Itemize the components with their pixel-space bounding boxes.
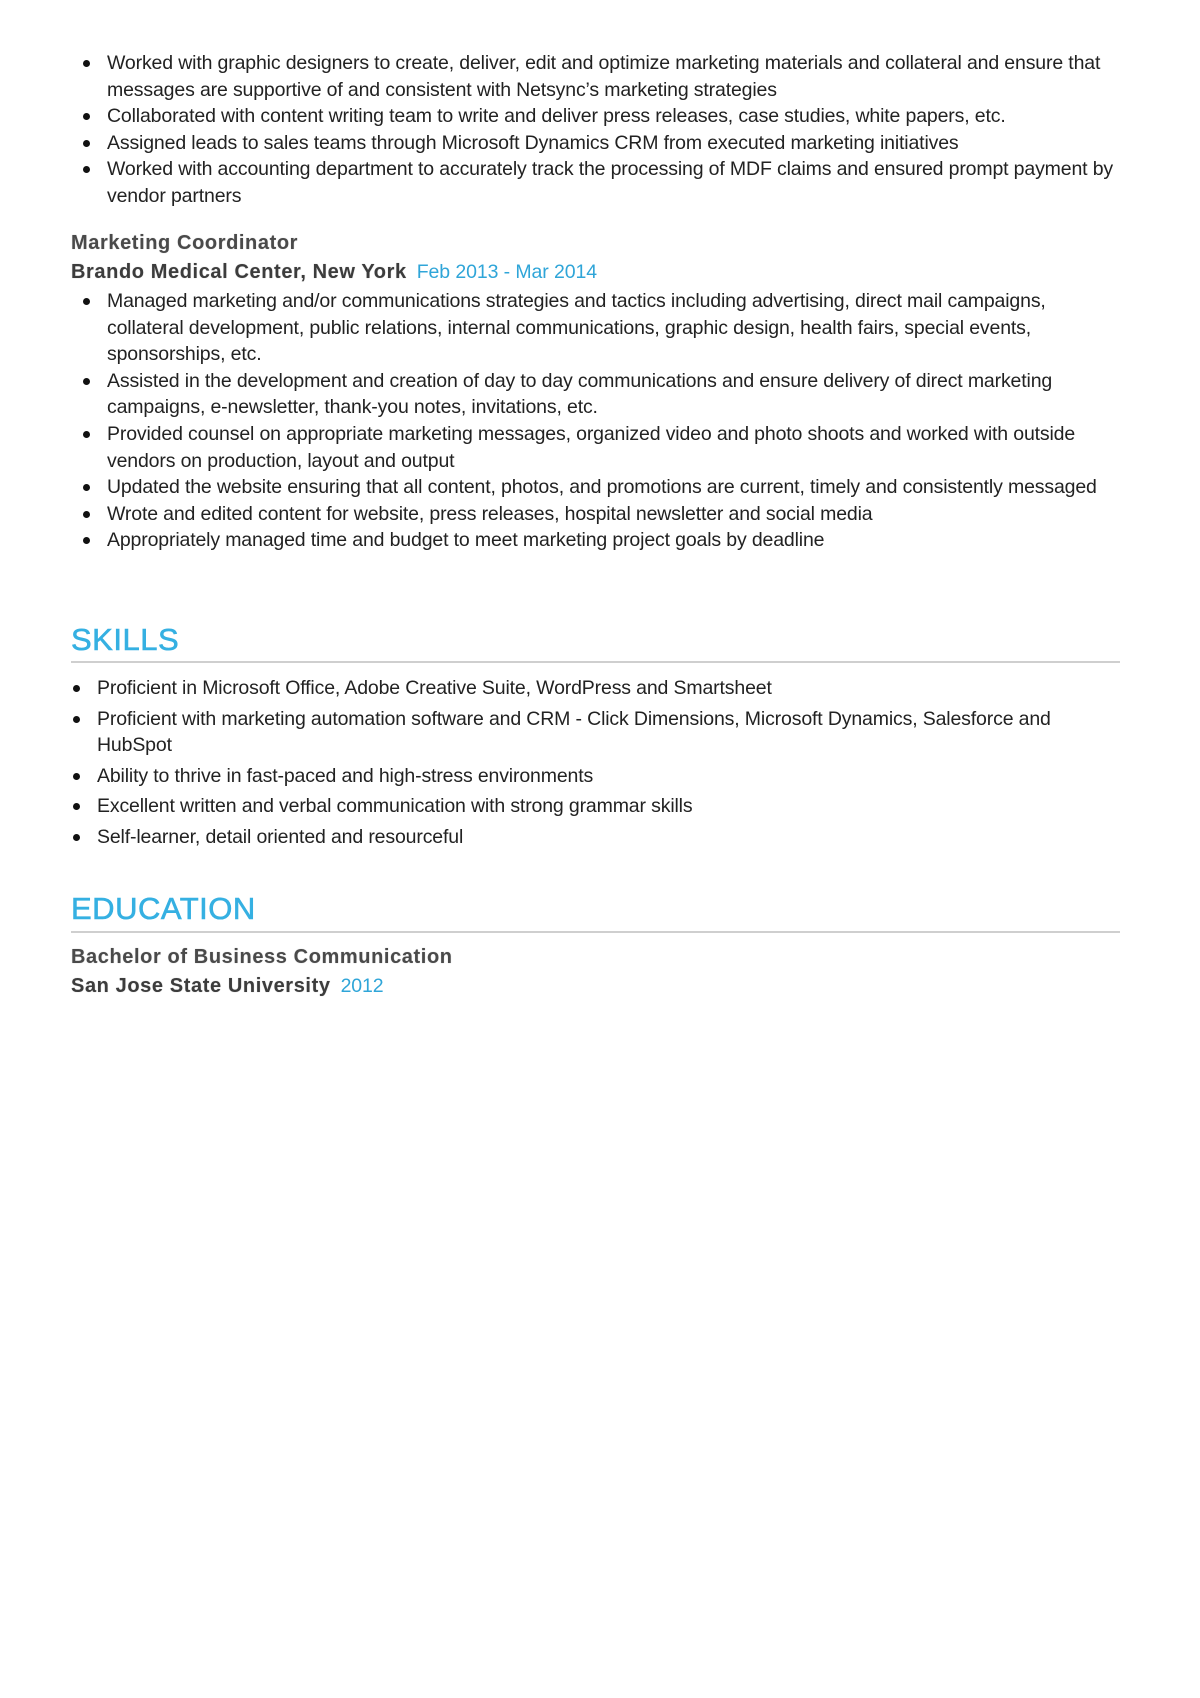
degree: Bachelor of Business Communication bbox=[71, 946, 453, 968]
skills-heading: SKILLS bbox=[71, 622, 180, 657]
job-title: Marketing Coordinator bbox=[71, 232, 299, 254]
skills-list bbox=[97, 675, 1127, 855]
bullet-icon bbox=[73, 773, 80, 780]
skill-item: Ability to thrive in fast-paced and high-stress environments bbox=[97, 763, 1127, 790]
section-divider bbox=[71, 661, 1120, 663]
bullet-icon bbox=[73, 716, 80, 723]
bullet-item: Appropriately managed time and budget to meet marketing project goals by deadline bbox=[107, 527, 1127, 554]
previous-job-bullets bbox=[107, 50, 1127, 210]
bullet-icon bbox=[73, 834, 80, 841]
skill-item: Excellent written and verbal communication with strong grammar skills bbox=[97, 793, 1127, 820]
education-heading: EDUCATION bbox=[71, 891, 256, 926]
skill-item: Proficient in Microsoft Office, Adobe Creative Suite, WordPress and Smartsheet bbox=[97, 675, 1127, 702]
bullet-icon bbox=[73, 685, 80, 692]
bullet-item: Provided counsel on appropriate marketing messages, organized video and photo shoots and worked with outside vendors on production, layout and output bbox=[107, 421, 1127, 474]
bullet-icon bbox=[83, 511, 90, 518]
bullet-icon bbox=[73, 803, 80, 810]
bullet-icon bbox=[83, 166, 90, 173]
company-name: Brando Medical Center, New York bbox=[71, 261, 407, 283]
graduation-year: 2012 bbox=[340, 975, 384, 997]
bullet-item: Assigned leads to sales teams through Microsoft Dynamics CRM from executed marketing initiatives bbox=[107, 130, 1127, 157]
section-divider bbox=[71, 931, 1120, 933]
bullet-item: Collaborated with content writing team to write and deliver press releases, case studies, white papers, etc. bbox=[107, 103, 1127, 130]
bullet-icon bbox=[83, 60, 90, 67]
bullet-icon bbox=[83, 431, 90, 438]
bullet-item: Updated the website ensuring that all content, photos, and promotions are current, timely and consistently messaged bbox=[107, 474, 1127, 501]
bullet-item: Worked with accounting department to accurately track the processing of MDF claims and ensured prompt payment by vendor partners bbox=[107, 156, 1127, 209]
bullet-icon bbox=[83, 378, 90, 385]
skill-item: Self-learner, detail oriented and resourceful bbox=[97, 824, 1127, 851]
job-bullets bbox=[107, 288, 1127, 554]
school-name: San Jose State University bbox=[71, 975, 331, 997]
bullet-item: Managed marketing and/or communications strategies and tactics including advertising, direct mail campaigns, collateral development, public relations, internal communications, graphic design, health fairs, special events, sponsorships, etc. bbox=[107, 288, 1127, 368]
bullet-icon bbox=[83, 537, 90, 544]
job-dates: Feb 2013 - Mar 2014 bbox=[416, 261, 597, 283]
bullet-icon bbox=[83, 484, 90, 491]
bullet-icon bbox=[83, 298, 90, 305]
bullet-item: Assisted in the development and creation of day to day communications and ensure delivery of direct marketing campaigns, e-newsletter, thank-you notes, invitations, etc. bbox=[107, 368, 1127, 421]
school-line bbox=[71, 975, 384, 998]
bullet-item: Worked with graphic designers to create, deliver, edit and optimize marketing materials and collateral and ensure that messages are supportive of and consistent with Netsync’s marketing strategies bbox=[107, 50, 1127, 103]
bullet-icon bbox=[83, 140, 90, 147]
skill-item: Proficient with marketing automation software and CRM - Click Dimensions, Microsoft Dynamics, Salesforce and HubSpot bbox=[97, 706, 1127, 759]
bullet-item: Wrote and edited content for website, press releases, hospital newsletter and social media bbox=[107, 501, 1127, 528]
bullet-icon bbox=[83, 113, 90, 120]
company-line bbox=[71, 261, 597, 284]
